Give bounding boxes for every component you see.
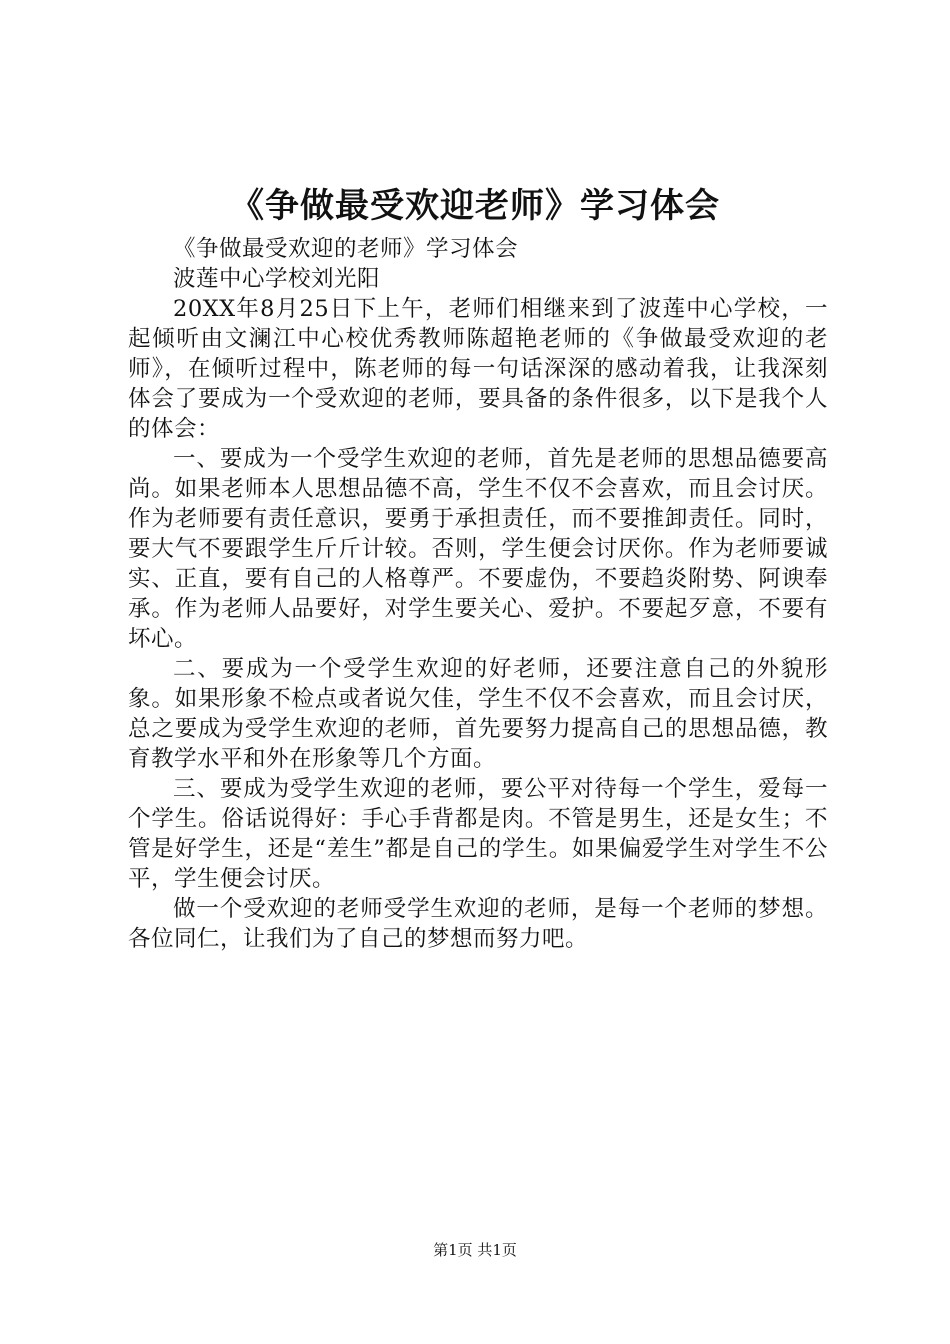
body-paragraph-author: 波莲中心学校刘光阳 bbox=[173, 266, 381, 292]
body-paragraph-point-2: 二、要成为一个受学生欢迎的好老师，还要注意自己的外貌形象。如果形象不检点或者说欠佳，学生不仅不会喜欢，而且会讨厌，总之要成为受学生欢迎的老师，首先要努力提高自己的思想品德，教育教学水平和外在形象等几个方面。 bbox=[128, 656, 828, 772]
document-title: 《争做最受欢迎老师》学习体会 bbox=[230, 186, 720, 226]
body-paragraph-intro: 20XX年8月25日下上午，老师们相继来到了波莲中心学校，一起倾听由文澜江中心校优秀教师陈超艳老师的《争做最受欢迎的老师》，在倾听过程中，陈老师的每一句话深深的感动着我，让我深刻体会了要成为一个受欢迎的老师，要具备的条件很多，以下是我个人的体会： bbox=[128, 296, 828, 442]
page-footer: 第1页 共1页 bbox=[433, 1241, 517, 1259]
body-paragraph-point-3: 三、要成为受学生欢迎的老师，要公平对待每一个学生，爱每一个学生。俗话说得好：手心手背都是肉。不管是男生，还是女生；不管是好学生，还是“差生”都是自己的学生。如果偏爱学生对学生不公平，学生便会讨厌。 bbox=[128, 776, 828, 892]
body-paragraph-conclusion: 做一个受欢迎的老师受学生欢迎的老师，是每一个老师的梦想。各位同仁，让我们为了自己的梦想而努力吧。 bbox=[128, 896, 828, 952]
document-body bbox=[128, 234, 828, 954]
body-paragraph-subtitle: 《争做最受欢迎的老师》学习体会 bbox=[173, 236, 519, 262]
body-paragraph-point-1: 一、要成为一个受学生欢迎的老师，首先是老师的思想品德要高尚。如果老师本人思想品德不高，学生不仅不会喜欢，而且会讨厌。作为老师要有责任意识，要勇于承担责任，而不要推卸责任。同时，要大气不要跟学生斤斤计较。否则，学生便会讨厌你。作为老师要诚实、正直，要有自己的人格尊严。不要虚伪，不要趋炎附势、阿谀奉承。作为老师人品要好，对学生要关心、爱护。不要起歹意，不要有坏心。 bbox=[128, 446, 828, 652]
